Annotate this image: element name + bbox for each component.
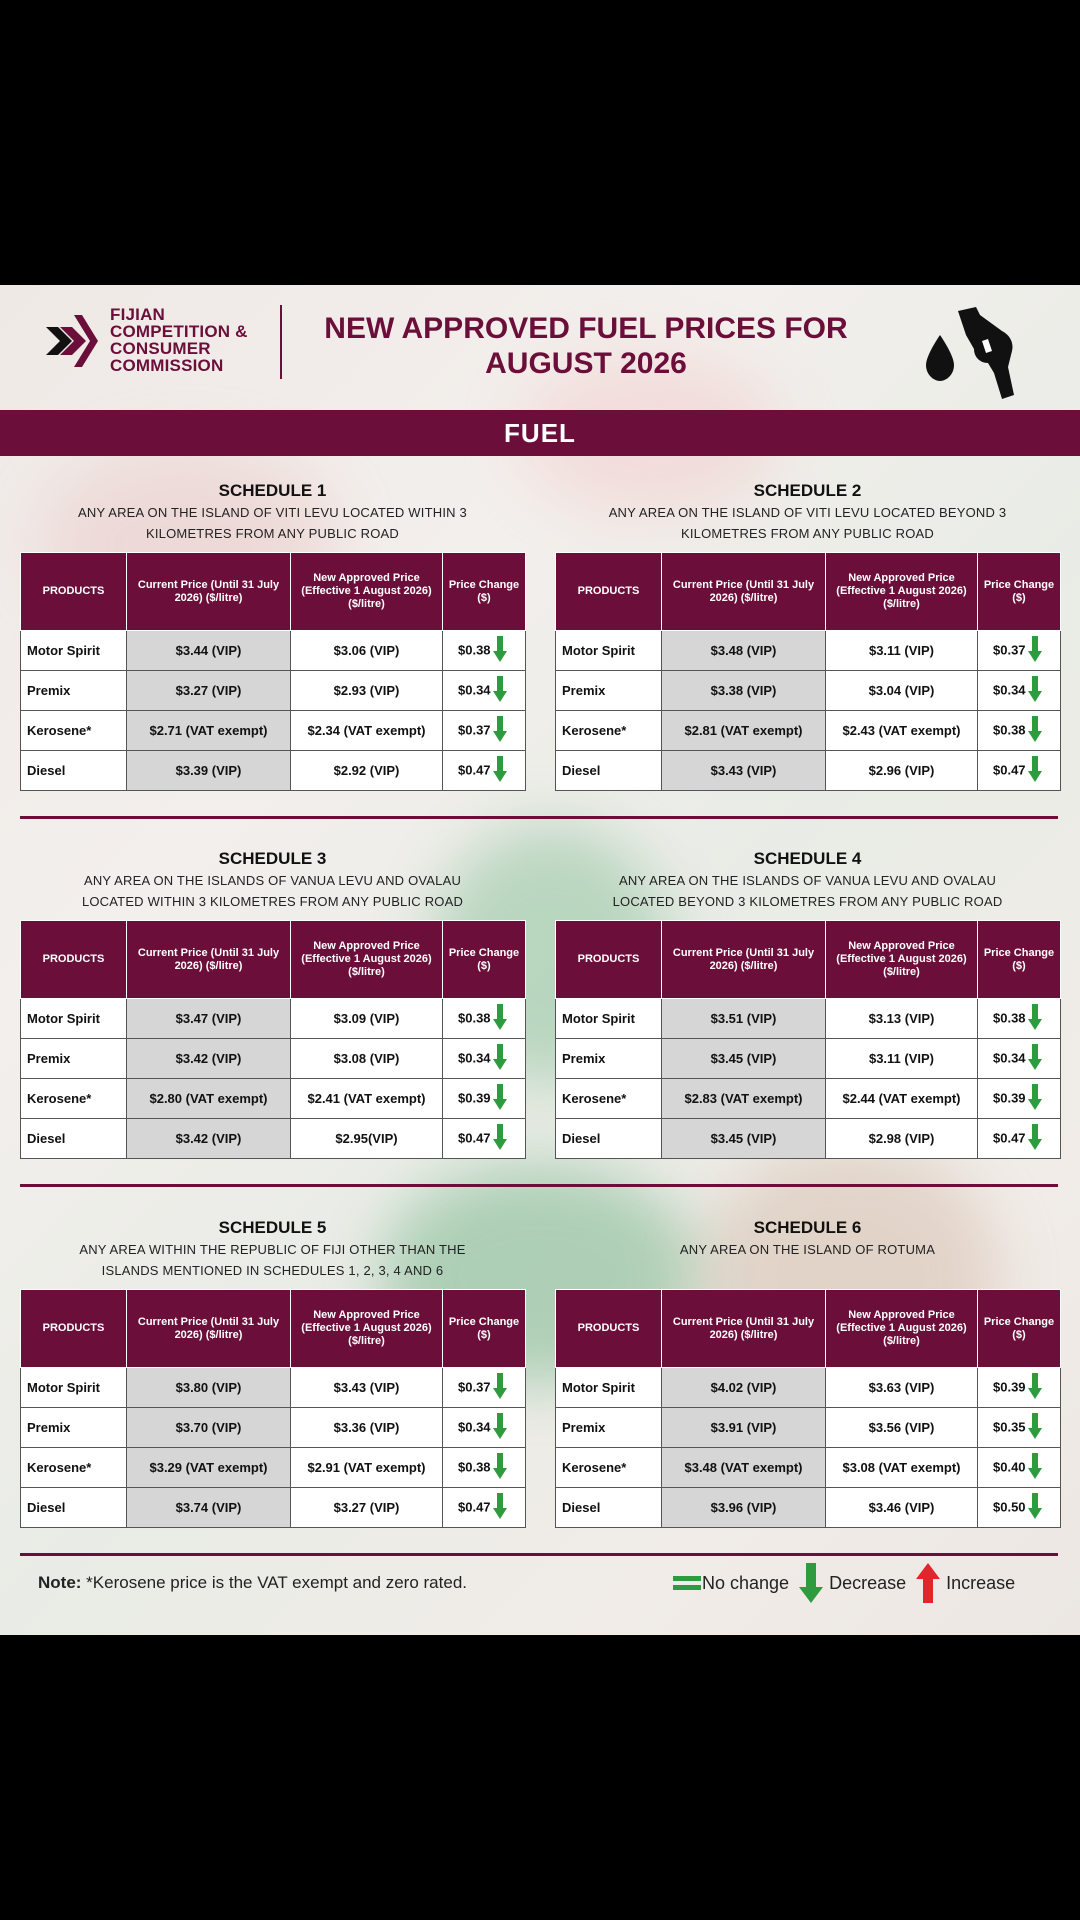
legend-item-decrease [799, 1563, 906, 1603]
arrow-down-icon [1028, 1453, 1042, 1479]
price-change-value: $0.34 [993, 681, 1026, 697]
column-header-price-change: Price Change ($) [443, 1290, 526, 1368]
arrow-down-icon [799, 1563, 823, 1603]
price-change-value: $0.47 [458, 1498, 491, 1514]
section-divider [20, 816, 1058, 819]
product-name: Diesel [21, 1119, 127, 1159]
arrow-down-icon [493, 1044, 507, 1070]
table-row [556, 1079, 1061, 1119]
table-row [556, 1039, 1061, 1079]
price-change-cell [978, 1408, 1061, 1448]
price-change-cell [978, 1368, 1061, 1408]
schedule-description-line: LOCATED BEYOND 3 KILOMETRES FROM ANY PUBLIC ROAD [612, 894, 1003, 909]
equals-icon [672, 1572, 702, 1594]
price-change-cell [978, 1488, 1061, 1528]
table-row [556, 751, 1061, 791]
product-name: Motor Spirit [556, 1368, 662, 1408]
table-row [556, 1448, 1061, 1488]
price-change-cell [443, 1039, 526, 1079]
fuel-price-poster [0, 285, 1080, 1635]
current-price: $3.42 (VIP) [127, 1039, 291, 1079]
current-price: $3.43 (VIP) [662, 751, 826, 791]
price-change-cell [443, 999, 526, 1039]
product-name: Motor Spirit [21, 999, 127, 1039]
arrow-down-icon [493, 1453, 507, 1479]
table-row [21, 1039, 526, 1079]
price-change-value: $0.38 [458, 641, 491, 657]
arrow-down-icon [1028, 1044, 1042, 1070]
product-name: Diesel [556, 1488, 662, 1528]
product-name: Premix [21, 671, 127, 711]
price-change-value: $0.35 [993, 1418, 1026, 1434]
title-line: AUGUST 2026 [485, 347, 687, 380]
table-header-row [21, 921, 526, 999]
schedule-title: SCHEDULE 5 [218, 1218, 327, 1237]
legend [672, 1563, 1015, 1603]
footnote [38, 1573, 467, 1593]
column-header-current-price: Current Price (Until 31 July 2026) ($/litre) [662, 1290, 826, 1368]
column-header-current-price: Current Price (Until 31 July 2026) ($/litre) [662, 553, 826, 631]
schedule-description-line: KILOMETRES FROM ANY PUBLIC ROAD [145, 526, 399, 541]
arrow-up-icon [916, 1563, 940, 1603]
arrow-down-icon [1028, 1004, 1042, 1030]
new-price: $2.44 (VAT exempt) [826, 1079, 978, 1119]
schedule-description-line: ANY AREA ON THE ISLAND OF VITI LEVU LOCATED BEYOND 3 [608, 505, 1007, 520]
table-row [21, 751, 526, 791]
product-name: Premix [21, 1408, 127, 1448]
current-price: $3.74 (VIP) [127, 1488, 291, 1528]
arrow-down-icon [1028, 1084, 1042, 1110]
arrow-down-icon [493, 716, 507, 742]
arrow-down-icon [493, 1413, 507, 1439]
arrow-down-icon [1028, 1373, 1042, 1399]
schedule-title: SCHEDULE 3 [218, 849, 327, 868]
column-header-new-price: New Approved Price (Effective 1 August 2026) ($/litre) [826, 1290, 978, 1368]
arrow-down-icon [1028, 1124, 1042, 1150]
schedule-description-line: ANY AREA ON THE ISLAND OF VITI LEVU LOCATED WITHIN 3 [78, 505, 467, 520]
price-change-cell [978, 711, 1061, 751]
table-row [21, 1448, 526, 1488]
column-header-price-change: Price Change ($) [978, 921, 1061, 999]
column-header-current-price: Current Price (Until 31 July 2026) ($/litre) [127, 921, 291, 999]
arrow-down-icon [493, 1004, 507, 1030]
column-header-new-price: New Approved Price (Effective 1 August 2026) ($/litre) [291, 1290, 443, 1368]
product-name: Motor Spirit [21, 1368, 127, 1408]
column-header-new-price: New Approved Price (Effective 1 August 2026) ($/litre) [291, 553, 443, 631]
table-row [556, 999, 1061, 1039]
price-change-value: $0.39 [993, 1378, 1026, 1394]
price-change-value: $0.47 [993, 761, 1026, 777]
schedule-title: SCHEDULE 4 [753, 849, 862, 868]
price-change-cell [978, 751, 1061, 791]
arrow-down-icon [1028, 636, 1042, 662]
price-change-cell [978, 1039, 1061, 1079]
price-change-value: $0.37 [458, 721, 491, 737]
new-price: $2.95(VIP) [291, 1119, 443, 1159]
current-price: $3.47 (VIP) [127, 999, 291, 1039]
product-name: Kerosene* [21, 1079, 127, 1119]
schedule-description [20, 870, 525, 916]
table-row [21, 1368, 526, 1408]
product-name: Premix [556, 671, 662, 711]
legend-label: Increase [946, 1572, 1016, 1593]
new-price: $3.43 (VIP) [291, 1368, 443, 1408]
footnote-label: Note: [38, 1573, 82, 1592]
column-header-price-change: Price Change ($) [443, 553, 526, 631]
current-price: $3.80 (VIP) [127, 1368, 291, 1408]
arrow-down-icon [493, 756, 507, 782]
schedule-3 [20, 848, 525, 1159]
arrow-down-icon [493, 1493, 507, 1519]
price-change-value: $0.39 [993, 1089, 1026, 1105]
table-row [21, 631, 526, 671]
new-price: $3.08 (VIP) [291, 1039, 443, 1079]
legend-label: Decrease [829, 1572, 907, 1593]
price-change-cell [443, 1368, 526, 1408]
current-price: $3.91 (VIP) [662, 1408, 826, 1448]
schedule-6 [555, 1217, 1060, 1528]
schedule-description-line: LOCATED WITHIN 3 KILOMETRES FROM ANY PUBLIC ROAD [81, 894, 464, 909]
product-name: Kerosene* [556, 1448, 662, 1488]
product-name: Motor Spirit [556, 631, 662, 671]
page-title [296, 311, 876, 381]
column-header-price-change: Price Change ($) [978, 1290, 1061, 1368]
price-change-value: $0.34 [993, 1049, 1026, 1065]
section-divider [20, 1184, 1058, 1187]
column-header-price-change: Price Change ($) [443, 921, 526, 999]
org-name-line: FIJIAN [110, 305, 166, 324]
price-change-cell [443, 1448, 526, 1488]
new-price: $2.98 (VIP) [826, 1119, 978, 1159]
new-price: $3.04 (VIP) [826, 671, 978, 711]
schedule-description-line: ANY AREA WITHIN THE REPUBLIC OF FIJI OTHER THAN THE [79, 1242, 466, 1257]
double-chevron-logo-icon [44, 305, 100, 375]
current-price: $3.70 (VIP) [127, 1408, 291, 1448]
price-change-cell [978, 999, 1061, 1039]
price-change-value: $0.38 [993, 1009, 1026, 1025]
schedule-description [555, 870, 1060, 916]
current-price: $3.51 (VIP) [662, 999, 826, 1039]
new-price: $2.93 (VIP) [291, 671, 443, 711]
arrow-down-icon [493, 636, 507, 662]
new-price: $3.06 (VIP) [291, 631, 443, 671]
price-change-cell [443, 671, 526, 711]
schedule-description-line: ANY AREA ON THE ISLANDS OF VANUA LEVU AND OVALAU [83, 873, 462, 888]
price-table [20, 552, 526, 791]
price-change-value: $0.34 [458, 681, 491, 697]
price-change-cell [978, 631, 1061, 671]
new-price: $3.46 (VIP) [826, 1488, 978, 1528]
schedule-description [20, 502, 525, 548]
product-name: Kerosene* [21, 1448, 127, 1488]
product-name: Diesel [21, 1488, 127, 1528]
table-header-row [556, 921, 1061, 999]
table-header-row [556, 1290, 1061, 1368]
price-change-cell [978, 671, 1061, 711]
new-price: $3.11 (VIP) [826, 631, 978, 671]
new-price: $2.91 (VAT exempt) [291, 1448, 443, 1488]
column-header-products: PRODUCTS [556, 1290, 662, 1368]
price-table [555, 1289, 1061, 1528]
schedule-title: SCHEDULE 1 [218, 481, 327, 500]
schedule-description [20, 1239, 525, 1285]
price-change-cell [443, 751, 526, 791]
current-price: $3.48 (VAT exempt) [662, 1448, 826, 1488]
price-change-value: $0.37 [458, 1378, 491, 1394]
price-change-value: $0.47 [458, 1129, 491, 1145]
product-name: Diesel [556, 1119, 662, 1159]
new-price: $3.08 (VAT exempt) [826, 1448, 978, 1488]
new-price: $3.27 (VIP) [291, 1488, 443, 1528]
table-row [21, 711, 526, 751]
price-change-value: $0.34 [458, 1049, 491, 1065]
new-price: $3.63 (VIP) [826, 1368, 978, 1408]
schedule-description [555, 502, 1060, 548]
column-header-products: PRODUCTS [21, 1290, 127, 1368]
price-change-value: $0.47 [993, 1129, 1026, 1145]
current-price: $2.71 (VAT exempt) [127, 711, 291, 751]
price-change-value: $0.39 [458, 1089, 491, 1105]
column-header-new-price: New Approved Price (Effective 1 August 2026) ($/litre) [826, 553, 978, 631]
arrow-down-icon [493, 1084, 507, 1110]
footnote-text: *Kerosene price is the VAT exempt and zero rated. [81, 1573, 467, 1592]
current-price: $3.96 (VIP) [662, 1488, 826, 1528]
new-price: $3.13 (VIP) [826, 999, 978, 1039]
fuel-pump-icon [918, 305, 1028, 405]
schedule-description-line: KILOMETRES FROM ANY PUBLIC ROAD [680, 526, 934, 541]
new-price: $3.11 (VIP) [826, 1039, 978, 1079]
table-row [556, 1368, 1061, 1408]
table-row [21, 1119, 526, 1159]
price-table [555, 920, 1061, 1159]
arrow-down-icon [1028, 1493, 1042, 1519]
product-name: Kerosene* [21, 711, 127, 751]
product-name: Kerosene* [556, 1079, 662, 1119]
product-name: Premix [21, 1039, 127, 1079]
current-price: $2.81 (VAT exempt) [662, 711, 826, 751]
schedule-1 [20, 480, 525, 791]
price-change-value: $0.38 [458, 1458, 491, 1474]
current-price: $3.42 (VIP) [127, 1119, 291, 1159]
current-price: $3.38 (VIP) [662, 671, 826, 711]
price-table [555, 552, 1061, 791]
table-row [21, 671, 526, 711]
price-change-cell [443, 1119, 526, 1159]
new-price: $2.43 (VAT exempt) [826, 711, 978, 751]
current-price: $3.48 (VIP) [662, 631, 826, 671]
product-name: Motor Spirit [556, 999, 662, 1039]
column-header-products: PRODUCTS [21, 553, 127, 631]
fccc-logo [44, 305, 248, 375]
product-name: Diesel [21, 751, 127, 791]
product-name: Premix [556, 1408, 662, 1448]
new-price: $2.92 (VIP) [291, 751, 443, 791]
new-price: $2.96 (VIP) [826, 751, 978, 791]
org-name-line: COMPETITION & [110, 322, 248, 341]
current-price: $4.02 (VIP) [662, 1368, 826, 1408]
table-row [21, 1488, 526, 1528]
legend-label: No change [702, 1572, 790, 1593]
org-name-line: CONSUMER [110, 339, 211, 358]
table-row [556, 1488, 1061, 1528]
price-change-cell [978, 1448, 1061, 1488]
price-change-cell [443, 631, 526, 671]
arrow-down-icon [493, 1124, 507, 1150]
schedule-description [555, 1239, 1060, 1285]
current-price: $2.83 (VAT exempt) [662, 1079, 826, 1119]
table-row [556, 671, 1061, 711]
new-price: $3.56 (VIP) [826, 1408, 978, 1448]
price-change-value: $0.38 [458, 1009, 491, 1025]
arrow-down-icon [493, 1373, 507, 1399]
price-change-value: $0.50 [993, 1498, 1026, 1514]
table-row [21, 999, 526, 1039]
column-header-new-price: New Approved Price (Effective 1 August 2026) ($/litre) [826, 921, 978, 999]
current-price: $3.39 (VIP) [127, 751, 291, 791]
price-change-value: $0.37 [993, 641, 1026, 657]
price-change-cell [443, 711, 526, 751]
table-row [556, 1408, 1061, 1448]
org-name-line: COMMISSION [110, 356, 224, 375]
table-row [21, 1079, 526, 1119]
price-table [20, 920, 526, 1159]
current-price: $2.80 (VAT exempt) [127, 1079, 291, 1119]
column-header-new-price: New Approved Price (Effective 1 August 2026) ($/litre) [291, 921, 443, 999]
column-header-products: PRODUCTS [556, 921, 662, 999]
header-divider [280, 305, 282, 379]
table-row [556, 1119, 1061, 1159]
current-price: $3.27 (VIP) [127, 671, 291, 711]
column-header-current-price: Current Price (Until 31 July 2026) ($/litre) [662, 921, 826, 999]
price-change-value: $0.34 [458, 1418, 491, 1434]
schedule-5 [20, 1217, 525, 1528]
current-price: $3.45 (VIP) [662, 1039, 826, 1079]
price-change-cell [443, 1079, 526, 1119]
product-name: Motor Spirit [21, 631, 127, 671]
new-price: $2.41 (VAT exempt) [291, 1079, 443, 1119]
price-change-cell [443, 1488, 526, 1528]
schedule-description-line: ISLANDS MENTIONED IN SCHEDULES 1, 2, 3, 4 AND 6 [101, 1263, 444, 1278]
arrow-down-icon [1028, 756, 1042, 782]
column-header-products: PRODUCTS [556, 553, 662, 631]
schedule-4 [555, 848, 1060, 1159]
product-name: Diesel [556, 751, 662, 791]
price-change-value: $0.38 [993, 721, 1026, 737]
price-change-cell [978, 1079, 1061, 1119]
price-change-cell [978, 1119, 1061, 1159]
product-name: Kerosene* [556, 711, 662, 751]
table-header-row [21, 1290, 526, 1368]
arrow-down-icon [1028, 716, 1042, 742]
column-header-current-price: Current Price (Until 31 July 2026) ($/litre) [127, 553, 291, 631]
table-row [556, 711, 1061, 751]
column-header-current-price: Current Price (Until 31 July 2026) ($/litre) [127, 1290, 291, 1368]
column-header-products: PRODUCTS [21, 921, 127, 999]
legend-item-no-change [672, 1572, 789, 1594]
arrow-down-icon [493, 676, 507, 702]
price-table [20, 1289, 526, 1528]
table-row [556, 631, 1061, 671]
column-header-price-change: Price Change ($) [978, 553, 1061, 631]
schedule-2 [555, 480, 1060, 791]
current-price: $3.29 (VAT exempt) [127, 1448, 291, 1488]
schedule-title: SCHEDULE 2 [753, 481, 862, 500]
table-row [21, 1408, 526, 1448]
price-change-value: $0.40 [993, 1458, 1026, 1474]
price-change-value: $0.47 [458, 761, 491, 777]
section-band: FUEL [0, 410, 1080, 456]
table-header-row [556, 553, 1061, 631]
arrow-down-icon [1028, 1413, 1042, 1439]
new-price: $2.34 (VAT exempt) [291, 711, 443, 751]
price-change-cell [443, 1408, 526, 1448]
section-divider [20, 1553, 1058, 1556]
product-name: Premix [556, 1039, 662, 1079]
arrow-down-icon [1028, 676, 1042, 702]
title-line: NEW APPROVED FUEL PRICES FOR [324, 312, 848, 345]
current-price: $3.45 (VIP) [662, 1119, 826, 1159]
schedule-description-line: ANY AREA ON THE ISLANDS OF VANUA LEVU AND OVALAU [618, 873, 997, 888]
new-price: $3.36 (VIP) [291, 1408, 443, 1448]
org-name [110, 306, 248, 374]
new-price: $3.09 (VIP) [291, 999, 443, 1039]
current-price: $3.44 (VIP) [127, 631, 291, 671]
legend-item-increase [916, 1563, 1015, 1603]
schedule-title: SCHEDULE 6 [753, 1218, 862, 1237]
schedule-description-line: ANY AREA ON THE ISLAND OF ROTUMA [679, 1242, 936, 1257]
table-header-row [21, 553, 526, 631]
